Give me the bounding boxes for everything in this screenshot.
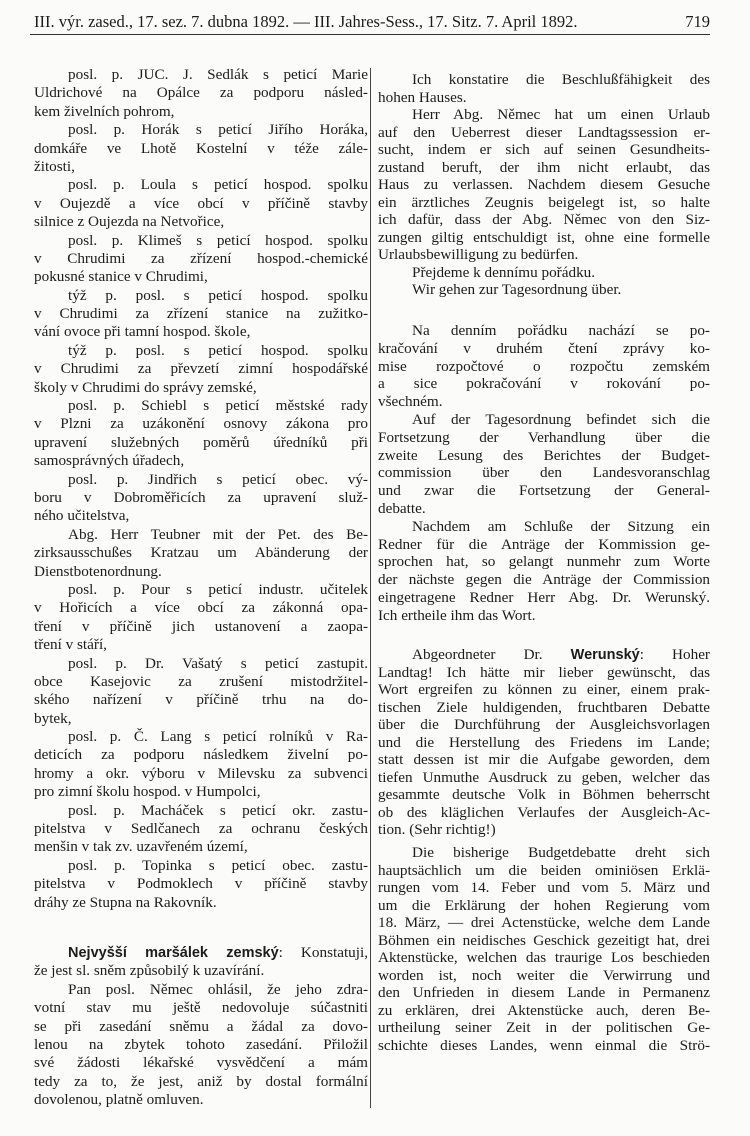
paragraph [34,342,368,397]
text-line: posl. p. Topinka s peticí obec. zastu- [68,856,368,874]
text-line: žitosti, [34,157,75,175]
paragraph [378,71,710,106]
text-line: Böhmen ein neidisches Geschick gezeitigt hat, drei [378,931,710,949]
paragraph [34,176,368,231]
text-line: tření v příčině jich ustanovení a zaopa- [34,617,368,635]
text-line: pro zimní školu hospod. v Humpolci, [34,783,261,801]
text-line: eingetragene Redner Herr Abg. Dr. Werunský. [378,588,710,606]
text-line: der nächste gegen die Anträge der Commission [378,571,710,589]
text-line: kem živelních pohrom, [34,102,175,120]
text-line: se při zasedání sněmu a žádal za dovo- [34,1017,368,1035]
text-line: silnice z Oujezda na Netvořice, [34,213,225,231]
text-line: hauptsächlich um die beiden ominiösen Erklä- [378,861,710,879]
text-line: Na denním pořádku nachází se po- [412,322,710,339]
text-line: školy v Chrudimi do správy zemské, [34,378,257,396]
petitions-list [34,66,368,912]
text-line: und die Herstellung des Friedens im Lande; [378,733,710,751]
text-line: upravení služebných poměrů úředníků při [34,433,368,451]
text-line: boru v Dobroměřicích za upravení služ- [34,488,368,506]
marshal-statement [34,944,368,1110]
text-line: posl. p. Horák s peticí Jiřího Horáka, [68,121,368,139]
paragraph [378,281,710,299]
text-line: ob des kläglichen Verlaufes der Ausgleich-Ac- [378,803,710,821]
paragraph [34,287,368,342]
text-line: Wort ergreifen zu können zu einer, einem prak- [378,681,710,698]
paragraph [34,802,368,857]
paragraph [34,471,368,526]
text-line: ein ärztliches Zeugnis beigelegt ist, so halte [378,193,710,211]
text-line: v Hořicích a více obcí za zákonná opa- [34,599,368,617]
text-line: Auf der Tagesordnung befindet sich die [412,410,710,428]
text-line: posl. p. Dr. Vašatý s peticí zastupit. [68,654,368,672]
speaker-name: Werunský [570,647,640,663]
text-line: tischen Ziele huldigenden, fruchtbaren Debatte [378,698,710,716]
line-text: : Hoher [639,646,710,663]
text-line: Ich ertheile ihm das Wort. [378,606,536,624]
text-line: posl. p. Macháček s peticí okr. zastu- [68,801,368,819]
paragraph [34,857,368,912]
text-line: Wir gehen zur Tagesordnung über. [412,281,622,298]
text-line: posl. p. Loula s peticí hospod. spolku [68,176,368,194]
text-line: 18. März, — drei Actenstücke, welche dem Lande [378,914,710,931]
text-line: dráhy ze Stupna na Rakovník. [34,893,217,911]
paragraph [378,518,710,625]
speaker-name: Nejvyšší maršálek zemský [68,945,279,961]
text-line: pitelstva v Sedlčanech za ochranu českých [34,820,368,838]
text-line: auf den Ueberrest dieser Landtagssession er- [378,123,710,141]
paragraph [378,646,710,839]
text-line: statt dessen ist mir die Aufgabe geworden, dem [378,751,710,768]
text-line: domkáře ve Lhotě Kostelní v téže zále- [34,139,368,157]
running-title: III. výr. zased., 17. sez. 7. dubna 1892. — III. Jahres-Sess., 17. Sitz. 7. April 1892. [34,12,578,31]
text-line: že jest sl. sněm způsobilý k uzavírání. [34,962,265,980]
text-line: Haus zu verlassen. Nachdem diesem Gesuche [378,176,710,193]
agenda-section [378,322,710,625]
header-rule [30,34,710,35]
text-line: Uldrichové na Opálce za podporu násled- [34,84,368,102]
text-line: worden ist, noch weiter die Verwirrung und [378,966,710,984]
page-number: 719 [685,12,710,31]
text-line: všechném. [378,393,443,411]
text-line: tiefen Unmuthe Ausdruck zu geben, welcher das [378,768,710,786]
text-line: Nachdem am Schluße der Sitzung ein [412,517,710,535]
text-line: hohen Hauses. [378,88,467,106]
text-line: gesammte deutsche Volk in Böhmen beherrscht [378,786,710,803]
text-line: vání ovoce při tamní hospod. škole, [34,323,251,341]
paragraph [34,121,368,176]
paragraph [34,728,368,802]
text-line: und zwar die Fortsetzung der General- [378,482,710,500]
text-line: Redner für die Anträge der Kommission ge- [378,535,710,553]
text-line: Landtag! Ich hätte mir lieber gewünscht, das [378,663,710,681]
text-line: obce Kasejovic za zrušení mistodržitel- [34,672,368,690]
text-line: v Oujezdě a více obcí v příčině stavby [34,194,368,212]
text-line: Dienstbotenordnung. [34,562,162,580]
text-line: commission über den Landesvoranschlag [378,464,710,482]
running-header [34,8,710,32]
text-line: dovolenou, platně omluven. [34,1091,204,1109]
paragraph [378,322,710,411]
paragraph [378,264,710,282]
text-line: Herr Abg. Němec hat um einen Urlaub [412,106,710,123]
german-announcement [378,71,710,299]
paragraph [34,581,368,655]
text-line: deticích za podporu následkem živelní po- [34,746,368,764]
werunsky-speech-body [378,844,710,1054]
text-line: v Plzni za uzákonění osnovy zákona pro [34,415,368,433]
text-line: pitelstva v Podmoklech v příčině stavby [34,875,368,893]
paragraph [378,844,710,1054]
text-line: ského nařízení v příčině trhu na do- [34,691,368,709]
paragraph [34,655,368,729]
text-line: v Chrudimi za zřízení hospod.-chemické [34,249,368,267]
paragraph [378,106,710,264]
text-line: pokusné stanice v Chrudimi, [34,268,208,286]
text-line: Pan posl. Němec ohlásil, že jeho zdra- [68,980,368,998]
text-line: zirksausschußes Kratzau um Abänderung der [34,544,368,562]
text-line [378,646,710,664]
text-line: zungen giltig entschuldigt ist, ohne eine formelle [378,228,710,246]
paragraph [378,411,710,518]
text-line: posl. p. Klimeš s peticí hospod. spolku [68,231,368,249]
text-line: über die Durchführung der Ausgleichsvorlagen [378,716,710,733]
text-line: lenou na zbytek tohoto zasedání. Přiložil [34,1035,368,1053]
text-line: sprochen hat, so gelangt nunmehr zum Worte [378,553,710,571]
text-line: Abg. Herr Teubner mit der Pet. des Be- [68,525,368,543]
text-line: v Chrudimi za převzetí zimní hospodářské [34,360,368,378]
text-line: rungen vom 14. Feber und vom 5. März und [378,879,710,896]
text-line: týž p. posl. s peticí hospod. spolku [68,286,368,304]
text-line: posl. p. Jindřich s peticí obec. vý- [68,470,368,488]
text-line: votní stav mu ještě nedovoluje súčastniti [34,999,368,1017]
text-line: samosprávných úřadech, [34,452,185,470]
paragraph [34,944,368,981]
paragraph [34,397,368,471]
text-line: Přejdeme k dennímu pořádku. [412,263,596,281]
text-line: bytek, [34,709,72,727]
werunsky-speech-intro [378,646,710,839]
text-line: debatte. [378,499,426,517]
text-line: mise rozpočtové o rozpočtu zemském [378,357,710,375]
text-line: menšin v tak zv. uzavřeném území, [34,838,248,856]
text-line: týž p. posl. s peticí hospod. spolku [68,341,368,359]
text-line: posl. p. Pour s peticí industr. učitelek [68,580,368,598]
paragraph [34,981,368,1110]
text-line: posl. p. Schiebl s peticí městské rady [68,397,368,415]
text-line: ich dafür, dass der Abg. Němec von den Siz- [378,211,710,228]
text-line: Die bisherige Budgetdebatte dreht sich [412,844,710,861]
column-divider [370,68,371,1108]
text-line: tření v stáří, [34,636,107,654]
text-line: posl. p. JUC. J. Sedlák s peticí Marie [68,66,368,83]
text-line: posl. p. Č. Lang s peticí rolníků v Ra- [68,728,368,746]
text-line: zweite Lesung des Berichtes der Budget- [378,446,710,464]
text-line: zustand beruft, der ihm nicht erlaubt, das [378,158,710,176]
text-line [34,944,368,962]
paragraph [34,232,368,287]
text-line: ného učitelstva, [34,507,130,525]
text-line: kračování v druhém čtení zprávy ko- [378,339,710,357]
text-line: v Chrudimi za zřízení stanice na zužitko- [34,305,368,323]
text-line: sucht, indem er sich auf seinen Gesundheits- [378,141,710,158]
text-line: tedy za to, že jest, aniž by dostal formální [34,1072,368,1090]
text-line: zu erklären, drei Aktenstücke auch, deren Be- [378,1001,710,1019]
text-line: tion. (Sehr richtig!) [378,821,496,838]
speaker-title: Abgeordneter Dr. [412,646,571,663]
text-line: Ich konstatire die Beschlußfähigkeit des [412,71,710,88]
text-line: Fortsetzung der Verhandlung über die [378,428,710,446]
text-line: den Unfrieden in diesem Lande in Permanenz [378,984,710,1001]
text-line: své žádosti lékařské vysvědčení a mám [34,1054,368,1072]
paragraph [34,66,368,121]
text-line: Aktenstücke, welchen das traurige Los beschieden [378,949,710,966]
line-text: : Konstatuji, [278,944,368,961]
text-line: Urlaubsbewilligung zu bedürfen. [378,246,579,263]
text-line: schichte dieses Landes, wenn einmal die Strö- [378,1036,710,1054]
text-line: um die Erklärung der hohen Regierung vom [378,896,710,914]
text-line: hromy a okr. výboru v Milevsku za subvenci [34,764,368,782]
paragraph [34,526,368,581]
text-line: a sice pokračování v rokování po- [378,375,710,393]
text-line: urtheilung seiner Zeit in der politischen Ge- [378,1019,710,1036]
